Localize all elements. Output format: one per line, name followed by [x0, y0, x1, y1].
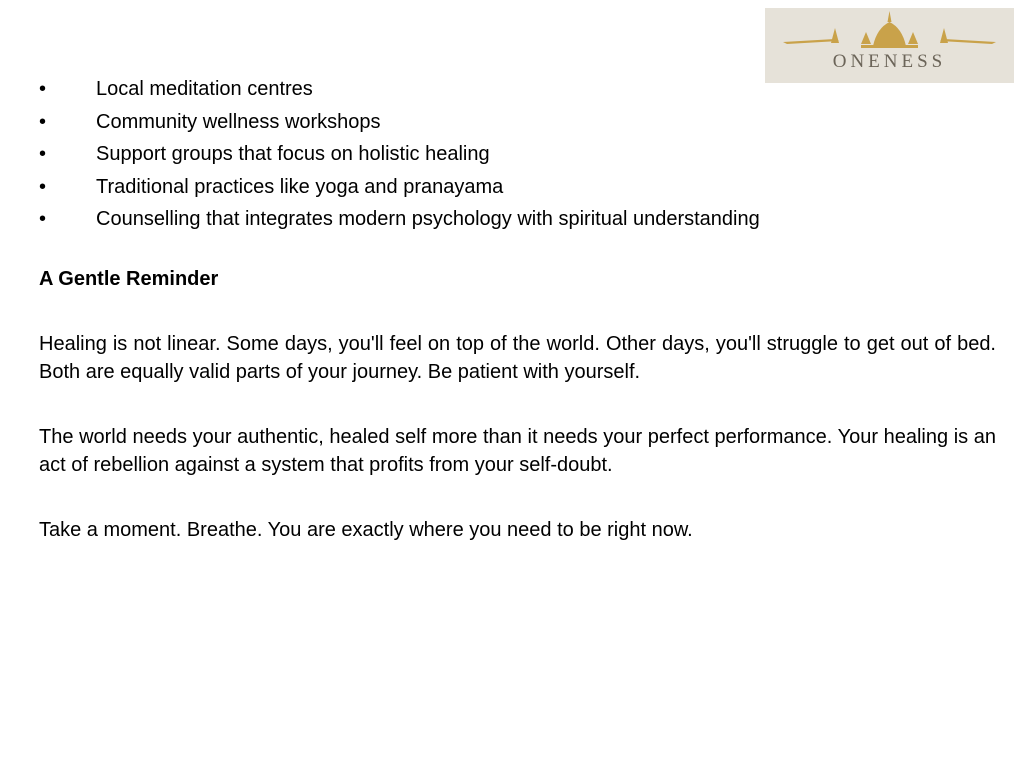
list-item-label: Local meditation centres: [96, 78, 313, 100]
paragraph-authentic-self: The world needs your authentic, healed self more than it needs your perfect performance. Your healing is an act of rebellion against a system that profits from your self-doubt.: [39, 425, 996, 476]
bullet-marker: •: [39, 110, 47, 133]
section-heading: A Gentle Reminder: [39, 267, 219, 290]
oneness-logo: [765, 8, 1014, 83]
bullet-marker: •: [39, 78, 47, 100]
paragraph-breathe: Take a moment. Breathe. You are exactly where you need to be right now.: [39, 518, 693, 541]
list-item: [39, 174, 996, 207]
list-item-label: Community wellness workshops: [96, 110, 381, 133]
resource-list: [39, 76, 996, 239]
oneness-temple-emblem: [765, 8, 1014, 83]
list-item: [39, 206, 996, 239]
list-item: [39, 76, 996, 109]
list-item: [39, 141, 996, 174]
bullet-marker: •: [39, 143, 47, 165]
list-item-label: Counselling that integrates modern psychology with spiritual understanding: [96, 208, 760, 230]
list-item: [39, 109, 996, 142]
list-item-label: Traditional practices like yoga and pranayama: [96, 175, 504, 198]
list-item-label: Support groups that focus on holistic healing: [96, 143, 490, 165]
bullet-marker: •: [39, 175, 47, 198]
bullet-marker: •: [39, 208, 47, 230]
slide-body: [39, 76, 996, 544]
paragraph-healing: Healing is not linear. Some days, you'll feel on top of the world. Other days, you'll struggle to get out of bed. Both are equally valid parts of your journey. Be patient with yourself.: [39, 332, 996, 383]
logo-wordmark: ONENESS: [832, 51, 947, 72]
